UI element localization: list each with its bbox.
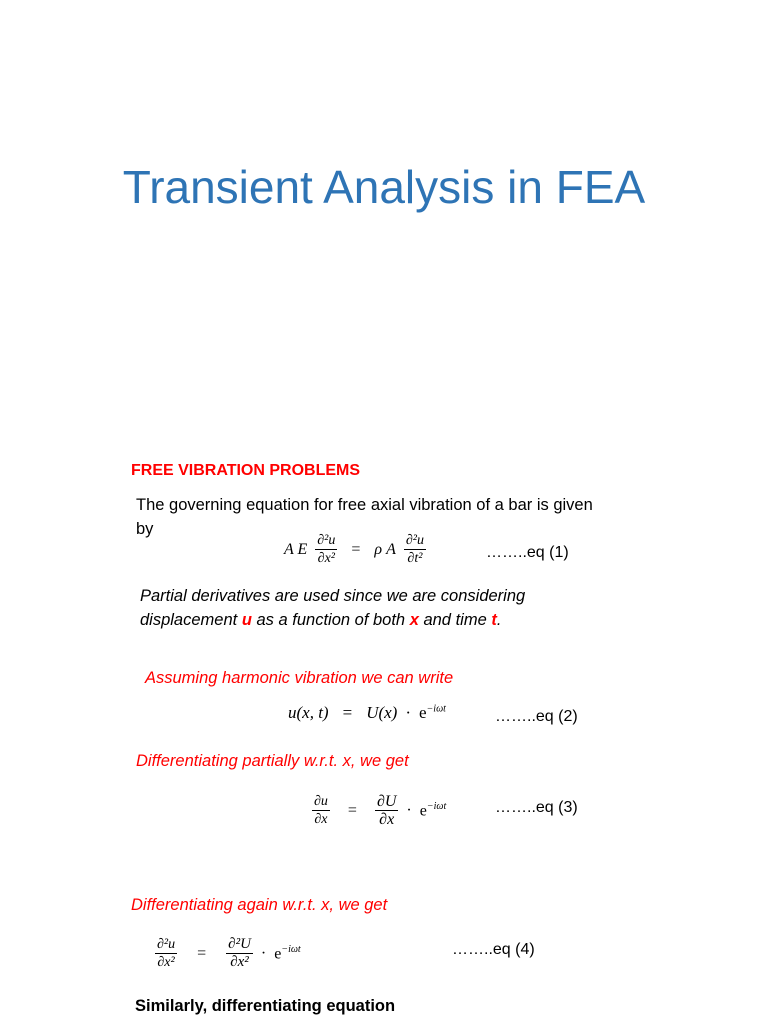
eq1-rhs-num: ∂²u (405, 533, 424, 548)
harmonic-text: Assuming harmonic vibration we can write (145, 669, 454, 687)
eq3-rhs-den: ∂x (379, 811, 395, 828)
eq4-lhs-num: ∂²u (157, 937, 176, 952)
eq4-reference: ……..eq (4) (452, 941, 535, 958)
partial-note-line-2 (140, 608, 501, 632)
page-title: Transient Analysis in FEA (122, 161, 646, 213)
eq2-exponential: $e^{-i\omega t}$ (419, 703, 446, 722)
partial-note-text-c: and time (418, 611, 492, 629)
eq1-lhs-den: ∂x² (317, 551, 335, 566)
eq3-dot: · (406, 801, 412, 819)
intro-line-2: by (136, 520, 154, 538)
partial-note-line-1: Partial derivatives are used since we are considering (140, 587, 526, 605)
eq1-lhs-num: ∂²u (317, 533, 336, 548)
eq3-rhs-num: ∂U (376, 793, 397, 810)
eq1-rhs-fraction (404, 533, 426, 566)
eq4-rhs-num: ∂²U (228, 936, 251, 952)
eq1-lhs-fraction (315, 533, 337, 566)
partial-note-text-d: . (496, 611, 502, 629)
eq4-equals: = (197, 944, 207, 962)
eq3-lhs-fraction (312, 794, 330, 827)
eq4-rhs-den: ∂x² (230, 954, 249, 970)
eq4-dot: · (260, 944, 267, 962)
eq3-exponential: $e^{-i\omega t}$ (419, 800, 447, 820)
eq1-rhs-den: ∂t² (407, 551, 423, 566)
partial-note-text-a: displacement (140, 611, 242, 629)
section-heading: FREE VIBRATION PROBLEMS (131, 462, 361, 479)
eq2-lhs: u(x, t) (288, 703, 329, 722)
eq2-rhs: U(x) (366, 703, 398, 722)
variable-u: u (241, 611, 252, 629)
eq3-reference: ……..eq (3) (495, 799, 578, 816)
eq4-exponent: −iωt (281, 943, 301, 955)
diff-again-text: Differentiating again w.r.t. x, we get (131, 896, 388, 914)
eq3-equals: = (347, 801, 357, 819)
eq4-exponential: $e^{-i\omega t}$ (274, 943, 301, 963)
eq3-lhs-den: ∂x (314, 812, 328, 827)
eq2-dot: · (405, 703, 412, 722)
eq2-exponent: −iωt (426, 703, 446, 715)
eq3-exponent: −iωt (426, 800, 447, 812)
equation-2 (288, 703, 446, 723)
bottom-text: Similarly, differentiating equation (135, 997, 396, 1015)
equation-4 (155, 937, 301, 970)
eq1-equals: = (351, 540, 361, 558)
eq4-lhs-den: ∂x² (157, 955, 175, 970)
intro-line-1: The governing equation for free axial vibration of a bar is given (136, 496, 593, 514)
eq1-reference: ……..eq (1) (486, 544, 569, 561)
partial-note-text-b: as a function of both (251, 611, 410, 629)
equation-3 (312, 794, 446, 827)
eq3-lhs-num: ∂u (314, 794, 328, 809)
eq1-lhs-coeff: A E (284, 540, 308, 558)
eq3-rhs-fraction (375, 794, 398, 827)
equation-1 (284, 533, 426, 566)
eq4-lhs-fraction (155, 937, 177, 970)
diff-partial-text: Differentiating partially w.r.t. x, we get (136, 752, 409, 770)
eq1-rhs-coeff: ρ A (374, 540, 396, 558)
variable-t: t (491, 611, 497, 629)
eq4-rhs-fraction (226, 937, 253, 970)
variable-x: x (409, 611, 419, 629)
eq2-reference: ……..eq (2) (495, 708, 578, 725)
eq2-equals: = (342, 703, 353, 722)
